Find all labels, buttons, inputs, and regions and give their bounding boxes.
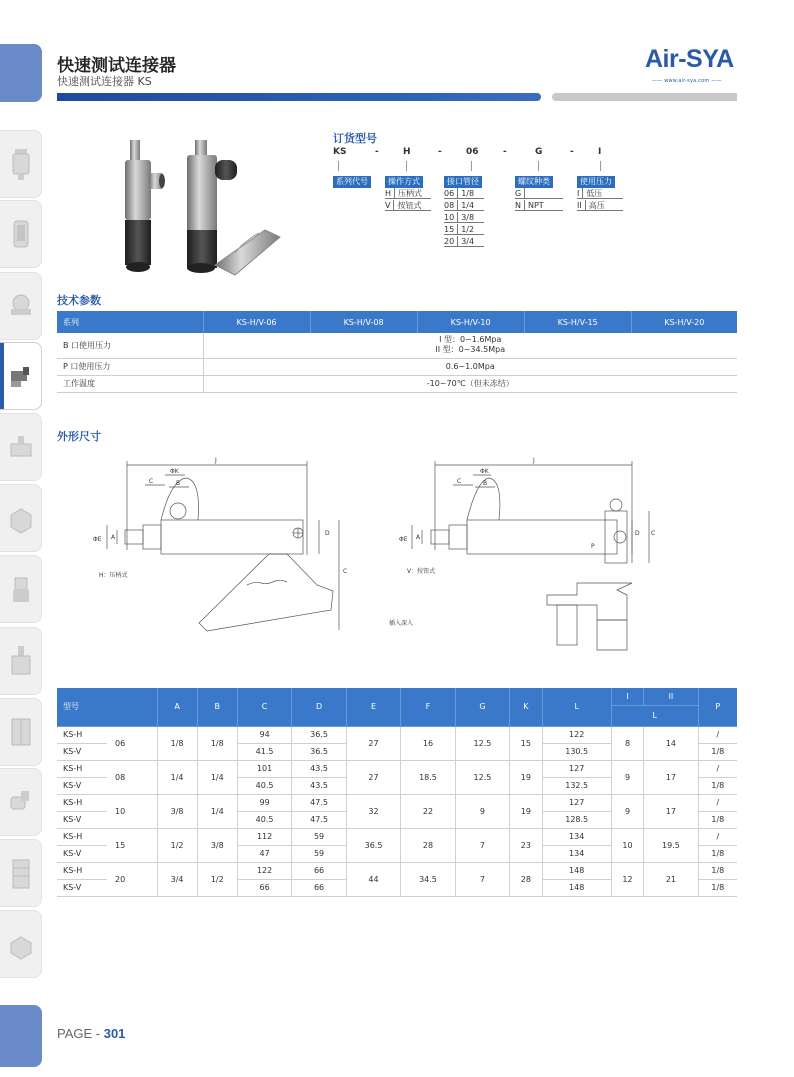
- table-cell: 7: [455, 828, 509, 862]
- side-tab-tank[interactable]: [0, 698, 42, 766]
- option-port-20: 20 3/4: [444, 236, 484, 247]
- dim-letter-c2: C: [343, 568, 348, 575]
- table-cell: 66: [292, 862, 346, 879]
- table-cell: KS-H: [57, 828, 107, 845]
- table-cell: 47.5: [292, 811, 346, 828]
- table-cell: /: [698, 726, 737, 743]
- dim-letter-a: A: [111, 534, 116, 541]
- table-cell: /: [698, 828, 737, 845]
- brand-url: —— www.air-sya.com ——: [652, 78, 722, 84]
- table-cell: 43.5: [292, 760, 346, 777]
- table-cell: 8: [611, 726, 643, 760]
- table-cell: 9: [611, 794, 643, 828]
- table-cell: 101: [237, 760, 291, 777]
- table-cell: 112: [237, 828, 291, 845]
- table-cell: 40.5: [237, 777, 291, 794]
- table-cell: 1/8: [698, 845, 737, 862]
- side-tab-valve[interactable]: [0, 413, 42, 481]
- table-cell: 127: [542, 760, 611, 777]
- tech-header: KS-H/V-08: [310, 311, 417, 333]
- table-cell: 41.5: [237, 743, 291, 760]
- option-port-06: 06 1/8: [444, 188, 484, 199]
- dim-letter-c-v: C: [457, 478, 462, 485]
- table-cell: 15: [107, 828, 157, 862]
- dim-letter-e: ΦE: [93, 536, 102, 543]
- dimension-drawings: [57, 445, 737, 660]
- table-cell: 9: [455, 794, 509, 828]
- table-cell: 27: [346, 760, 400, 794]
- option-port-15: 15 1/2: [444, 224, 484, 235]
- valve-icon: [9, 432, 33, 464]
- table-cell: 122: [237, 862, 291, 879]
- col-c: C: [237, 688, 291, 726]
- label-thread: 螺纹种类: [515, 176, 553, 188]
- table-cell: 17: [644, 794, 698, 828]
- table-cell: 12.5: [455, 760, 509, 794]
- col-model: 型号: [57, 688, 157, 726]
- table-cell: 94: [237, 726, 291, 743]
- dim-letter-d-v: D: [635, 530, 640, 537]
- col-l2: L: [611, 705, 698, 726]
- tech-table: [57, 311, 737, 393]
- dim-letter-b: B: [176, 480, 181, 487]
- tech-label-p-pressure: P 口使用压力: [57, 358, 203, 375]
- tech-title: 技术参数: [57, 294, 101, 307]
- code-sep: -: [503, 147, 507, 157]
- side-tab-filter[interactable]: [0, 130, 42, 198]
- tech-header-series: 系列: [57, 311, 203, 333]
- side-tab-unit[interactable]: [0, 910, 42, 978]
- tech-label-b-pressure: B 口使用压力: [57, 333, 203, 358]
- table-cell: 1/8: [698, 777, 737, 794]
- label-v-type: V：按钮式: [407, 568, 436, 575]
- table-cell: KS-H: [57, 862, 107, 879]
- side-tab-manifold[interactable]: [0, 627, 42, 695]
- dim-letter-d: D: [325, 530, 330, 537]
- manifold-icon: [9, 646, 33, 678]
- col-e: E: [346, 688, 400, 726]
- dims-title: 外形尺寸: [57, 430, 101, 443]
- table-cell: 44: [346, 862, 400, 896]
- dim-letter-c: C: [149, 478, 154, 485]
- col-b: B: [197, 688, 237, 726]
- page-title: 快速测试连接器: [57, 56, 176, 76]
- col-p: P: [698, 688, 737, 726]
- table-cell: 1/2: [157, 828, 197, 862]
- table-cell: 15: [510, 726, 542, 760]
- label-port: 接口管径: [444, 176, 482, 188]
- table-cell: 134: [542, 828, 611, 845]
- side-tab-regulator[interactable]: [0, 200, 42, 268]
- table-cell: 1/8: [698, 879, 737, 896]
- table-cell: 1/8: [698, 862, 737, 879]
- switch-icon: [9, 574, 33, 606]
- side-tab-silencer[interactable]: [0, 839, 42, 907]
- table-cell: 36.5: [346, 828, 400, 862]
- header-bar-gray: [552, 93, 737, 101]
- table-row: [57, 862, 737, 879]
- col-l: L: [542, 688, 611, 726]
- col-f: F: [401, 688, 455, 726]
- table-cell: 47: [237, 845, 291, 862]
- side-tab-switch[interactable]: [0, 555, 42, 623]
- table-cell: 1/4: [197, 794, 237, 828]
- table-cell: 22: [401, 794, 455, 828]
- table-cell: 1/8: [157, 726, 197, 760]
- table-cell: KS-V: [57, 879, 107, 896]
- table-cell: 3/8: [157, 794, 197, 828]
- side-tab-gauge[interactable]: [0, 272, 42, 340]
- col-g: G: [455, 688, 509, 726]
- table-cell: 99: [237, 794, 291, 811]
- table-cell: 43.5: [292, 777, 346, 794]
- page-subtitle: 快速测试连接器 KS: [57, 75, 152, 88]
- table-cell: 66: [292, 879, 346, 896]
- code-thread: G: [535, 147, 543, 157]
- table-cell: 12.5: [455, 726, 509, 760]
- dim-letter-j: J: [215, 457, 217, 464]
- table-cell: 3/4: [157, 862, 197, 896]
- label-insert-depth: 插入深入: [389, 620, 414, 627]
- code-sep: -: [438, 147, 442, 157]
- tech-label-temperature: 工作温度: [57, 375, 203, 392]
- option-port-10: 10 3/8: [444, 212, 484, 223]
- table-cell: 128.5: [542, 811, 611, 828]
- table-cell: KS-V: [57, 777, 107, 794]
- table-cell: 17: [644, 760, 698, 794]
- table-cell: 127: [542, 794, 611, 811]
- table-cell: 1/2: [197, 862, 237, 896]
- table-cell: 08: [107, 760, 157, 794]
- table-cell: 134: [542, 845, 611, 862]
- table-cell: 130.5: [542, 743, 611, 760]
- table-cell: 34.5: [401, 862, 455, 896]
- table-row: [57, 828, 737, 845]
- table-cell: KS-H: [57, 726, 107, 743]
- table-cell: 27: [346, 726, 400, 760]
- dim-letter-p: P: [591, 543, 595, 550]
- tech-value-p-pressure: 0.6~1.0Mpa: [203, 358, 737, 375]
- side-tab-block[interactable]: [0, 484, 42, 552]
- table-cell: 12: [611, 862, 643, 896]
- code-sep: -: [375, 147, 379, 157]
- label-series: 系列代号: [333, 176, 371, 188]
- footer-tab: [0, 1005, 42, 1067]
- header-bar-blue: [57, 93, 541, 101]
- table-cell: KS-V: [57, 845, 107, 862]
- page-number: PAGE - 301: [57, 1026, 126, 1041]
- tech-header: KS-H/V-20: [631, 311, 737, 333]
- label-operation: 操作方式: [385, 176, 423, 188]
- col-ii: II: [644, 688, 698, 705]
- dim-letter-a-v: A: [416, 534, 421, 541]
- filter-icon: [9, 149, 33, 181]
- dim-letter-b-v: B: [483, 480, 488, 487]
- table-cell: 148: [542, 879, 611, 896]
- dim-letter-k-v: ΦK: [480, 468, 489, 475]
- col-i: I: [611, 688, 643, 705]
- side-tab-connector[interactable]: [0, 342, 42, 410]
- product-photo: [115, 135, 285, 285]
- col-d: D: [292, 688, 346, 726]
- table-cell: 132.5: [542, 777, 611, 794]
- code-pressure: I: [598, 147, 602, 157]
- table-cell: 28: [401, 828, 455, 862]
- table-cell: 66: [237, 879, 291, 896]
- table-cell: 148: [542, 862, 611, 879]
- table-cell: 47.5: [292, 794, 346, 811]
- table-cell: 36.5: [292, 726, 346, 743]
- col-a: A: [157, 688, 197, 726]
- table-cell: 1/4: [197, 760, 237, 794]
- table-row: [57, 760, 737, 777]
- table-cell: 10: [611, 828, 643, 862]
- table-cell: 19: [510, 794, 542, 828]
- table-cell: 7: [455, 862, 509, 896]
- order-code-title: 订货型号: [333, 132, 377, 145]
- tech-value-b-pressure: I 型：0~1.6Mpa II 型：0~34.5Mpa: [203, 333, 737, 358]
- table-cell: 1/8: [698, 811, 737, 828]
- table-cell: 19.5: [644, 828, 698, 862]
- dim-letter-c2-v: C: [651, 530, 656, 537]
- table-cell: 40.5: [237, 811, 291, 828]
- code-sep: -: [570, 147, 574, 157]
- header-tab: [0, 44, 42, 102]
- table-cell: 9: [611, 760, 643, 794]
- table-cell: 10: [107, 794, 157, 828]
- label-pressure: 使用压力: [577, 176, 615, 188]
- col-k: K: [510, 688, 542, 726]
- dim-letter-j-v: J: [533, 457, 535, 464]
- option-pressure-1: I 低压: [577, 188, 623, 199]
- table-cell: 28: [510, 862, 542, 896]
- table-cell: KS-H: [57, 794, 107, 811]
- table-cell: 59: [292, 828, 346, 845]
- option-pressure-2: II 高压: [577, 200, 623, 211]
- code-operation: H: [403, 147, 411, 157]
- side-tab-fitting[interactable]: [0, 768, 42, 836]
- table-cell: 16: [401, 726, 455, 760]
- table-cell: 3/8: [197, 828, 237, 862]
- gauge-icon: [9, 291, 33, 323]
- table-cell: 122: [542, 726, 611, 743]
- table-cell: 32: [346, 794, 400, 828]
- table-cell: 1/4: [157, 760, 197, 794]
- dim-letter-k: ΦK: [170, 468, 179, 475]
- table-cell: 20: [107, 862, 157, 896]
- regulator-icon: [9, 219, 33, 251]
- table-cell: /: [698, 760, 737, 777]
- connector-icon: [9, 361, 33, 393]
- dim-letter-e-v: ΦE: [399, 536, 408, 543]
- option-thread-n: N NPT: [515, 200, 563, 211]
- silencer-icon: [9, 858, 33, 890]
- block-icon: [9, 503, 33, 535]
- option-thread-g: G: [515, 188, 563, 199]
- unit-icon: [9, 929, 33, 961]
- label-h-type: H：压柄式: [99, 572, 128, 579]
- fitting-icon: [9, 787, 33, 819]
- table-cell: KS-H: [57, 760, 107, 777]
- tech-header: KS-H/V-06: [203, 311, 310, 333]
- table-cell: 14: [644, 726, 698, 760]
- table-cell: 23: [510, 828, 542, 862]
- table-cell: KS-V: [57, 811, 107, 828]
- option-operation-v: V 按钮式: [385, 200, 431, 211]
- table-cell: /: [698, 794, 737, 811]
- option-port-08: 08 1/4: [444, 200, 484, 211]
- brand-logo: Air-SYA: [645, 45, 734, 73]
- table-cell: 21: [644, 862, 698, 896]
- table-cell: KS-V: [57, 743, 107, 760]
- table-cell: 1/8: [197, 726, 237, 760]
- table-cell: 18.5: [401, 760, 455, 794]
- table-cell: 19: [510, 760, 542, 794]
- table-cell: 59: [292, 845, 346, 862]
- code-series: KS: [333, 147, 347, 157]
- option-operation-h: H 压柄式: [385, 188, 431, 199]
- tech-header: KS-H/V-10: [417, 311, 524, 333]
- tech-header: KS-H/V-15: [524, 311, 631, 333]
- table-cell: 36.5: [292, 743, 346, 760]
- table-row: [57, 794, 737, 811]
- tank-icon: [9, 717, 33, 749]
- tech-value-temperature: -10~70℃（但未冻结）: [203, 375, 737, 392]
- code-port: 06: [466, 147, 479, 157]
- table-row: [57, 726, 737, 743]
- table-cell: 06: [107, 726, 157, 760]
- table-cell: 1/8: [698, 743, 737, 760]
- dimension-table: [57, 688, 737, 897]
